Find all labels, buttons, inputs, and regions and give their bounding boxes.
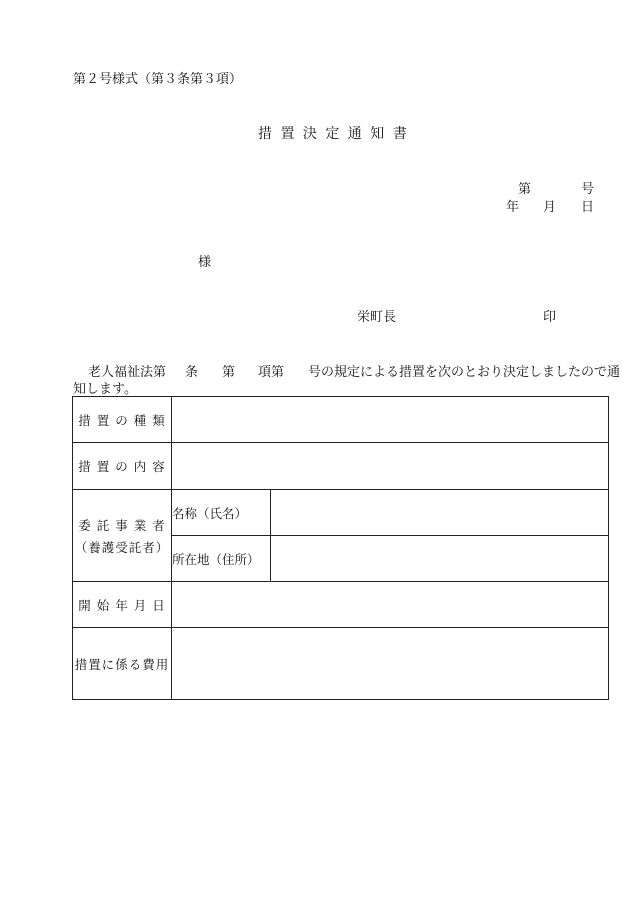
value-measure-kind[interactable] [172,397,609,443]
seal-mark: 印 [543,310,557,325]
table-row [73,397,609,443]
issuer-name: 栄町長 [357,310,397,325]
label-contractor-line1: 委 託 事 業 者 [78,517,166,533]
form-number-label: 第２号様式（第３条第３項） [73,72,243,87]
value-cost[interactable] [172,628,609,700]
addressee-honorific: 様 [198,255,212,270]
label-cost: 措置に係る費用 [73,628,172,700]
value-contractor-name[interactable] [271,490,609,536]
document-number-prefix: 第 [518,182,532,197]
body-text-paragraph: 項第 [258,365,285,380]
label-measure-content: 措 置 の 内 容 [73,443,172,490]
date-month: 月 [543,200,557,215]
label-measure-kind: 措 置 の 種 類 [73,397,172,443]
body-text-article: 条 [185,365,199,380]
label-contractor-line2: （養護受託者） [74,539,170,555]
date-day: 日 [581,200,595,215]
body-text-item: 号の規定による措置を次のとおり決定しましたので通 [308,365,621,380]
notice-table [72,396,609,700]
value-contractor-address[interactable] [271,536,609,582]
body-text-dai: 第 [222,365,236,380]
date-year: 年 [506,200,520,215]
body-text-law: 老人福祉法第 [88,365,167,380]
value-start-date[interactable] [172,582,609,628]
label-contractor-address: 所在地（住所） [172,536,271,582]
document-title: 措 置 決 定 通 知 書 [258,126,409,142]
document-number-suffix: 号 [581,182,595,197]
body-text-line2: 知します。 [73,382,137,397]
label-contractor-name: 名称（氏名） [172,490,271,536]
label-start-date: 開 始 年 月 日 [73,582,172,628]
value-measure-content[interactable] [172,443,609,490]
table-row [73,582,609,628]
table-row [73,490,609,536]
table-row [73,628,609,700]
label-contractor [73,490,172,582]
table-row [73,443,609,490]
